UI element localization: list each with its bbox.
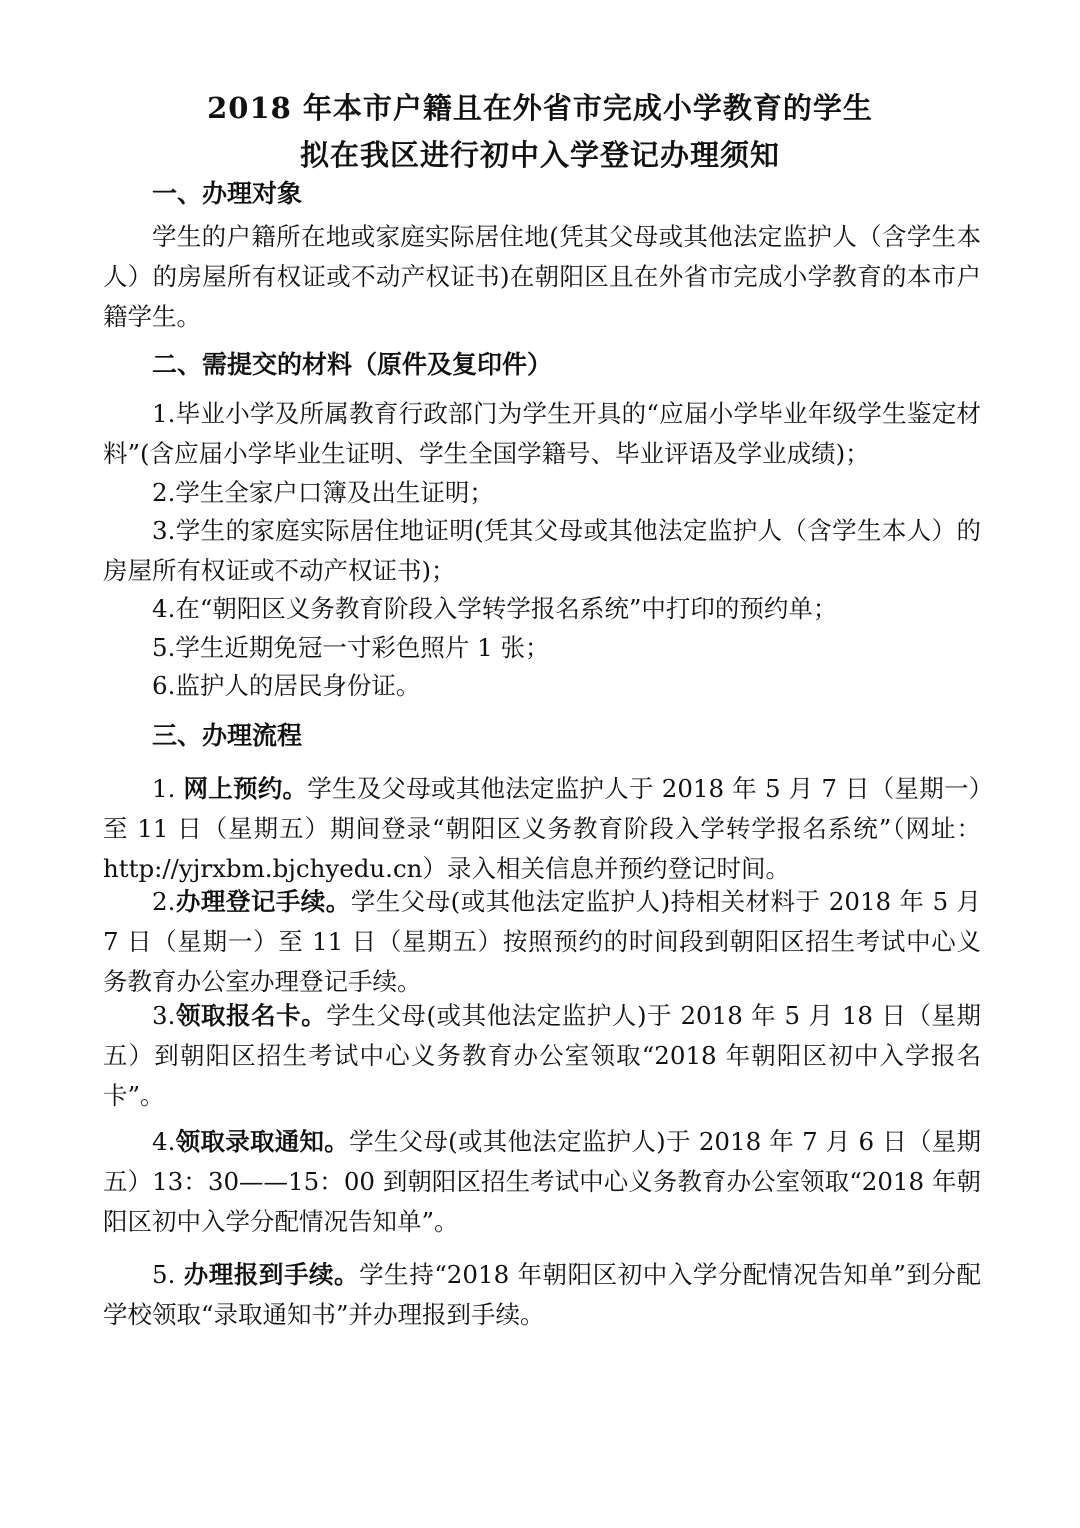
document-title-line1: 2018 年本市户籍且在外省市完成小学教育的学生 bbox=[207, 91, 873, 125]
section1-body bbox=[103, 217, 981, 337]
section1-paragraph: 学生的户籍所在地或家庭实际居住地(凭其父母或其他法定监护人（含学生本人）的房屋所有权证或不动产权证书)在朝阳区且在外省市完成小学教育的本市户籍学生。 bbox=[103, 222, 981, 331]
step-text: 学生父母(或其他法定监护人)于 2018 年 5 月 18 日（星期五）到朝阳区招生考试中心义务教育办公室领取“2018 年朝阳区初中入学报名卡”。 bbox=[103, 1001, 981, 1110]
step-text: 学生父母(或其他法定监护人)持相关材料于 2018 年 5 月 7 日（星期一）至 11 日（星期五）按照预约的时间段到朝阳区招生考试中心义务教育办公室办理登记手续。 bbox=[103, 887, 981, 996]
section3-step-3 bbox=[103, 996, 981, 1116]
step-title: 领取录取通知。 bbox=[175, 1127, 350, 1156]
section2-item-4 bbox=[103, 589, 981, 629]
list-item: 4.在“朝阳区义务教育阶段入学转学报名系统”中打印的预约单； bbox=[152, 594, 838, 623]
section2-item-2 bbox=[103, 473, 981, 513]
step-title: 办理报到手续。 bbox=[183, 1260, 360, 1289]
section3-step-1 bbox=[103, 769, 981, 889]
step-number: 2. bbox=[152, 887, 176, 916]
section1-heading: 一、办理对象 bbox=[152, 179, 303, 208]
section2-heading: 二、需提交的材料（原件及复印件） bbox=[152, 350, 553, 379]
document-title-line2: 拟在我区进行初中入学登记办理须知 bbox=[299, 138, 780, 172]
step-number: 5. bbox=[152, 1260, 176, 1289]
step-title: 网上预约。 bbox=[183, 774, 308, 803]
step-number: 4. bbox=[152, 1127, 176, 1156]
section2-item-3 bbox=[103, 511, 981, 591]
section3-step-5 bbox=[103, 1255, 981, 1335]
section3-step-2 bbox=[103, 882, 981, 1002]
list-item: 1.毕业小学及所属教育行政部门为学生开具的“应届小学毕业年级学生鉴定材料”(含应届小学毕业生证明、学生全国学籍号、毕业评语及学业成绩)； bbox=[103, 399, 981, 468]
section2-item-5 bbox=[103, 628, 981, 668]
section2-item-6 bbox=[103, 666, 981, 706]
list-item: 2.学生全家户口簿及出生证明； bbox=[152, 478, 494, 507]
step-number: 1. bbox=[152, 774, 176, 803]
step-title: 办理登记手续。 bbox=[175, 887, 351, 916]
list-item: 5.学生近期免冠一寸彩色照片 1 张； bbox=[152, 633, 550, 662]
section3-heading: 三、办理流程 bbox=[152, 721, 303, 750]
list-item: 6.监护人的居民身份证。 bbox=[152, 671, 421, 700]
section3-step-4 bbox=[103, 1122, 981, 1242]
step-title: 领取报名卡。 bbox=[175, 1001, 327, 1030]
section2-item-1 bbox=[103, 394, 981, 474]
step-text: 学生父母(或其他法定监护人)于 2018 年 7 月 6 日（星期五）13：30——15：00 到朝阳区招生考试中心义务教育办公室领取“2018 年朝阳区初中入学分配情况告知单”。 bbox=[103, 1127, 982, 1236]
step-number: 3. bbox=[152, 1001, 176, 1030]
step-text: 学生持“2018 年朝阳区初中入学分配情况告知单”到分配学校领取“录取通知书”并办理报到手续。 bbox=[103, 1260, 982, 1329]
step-text: 学生及父母或其他法定监护人于 2018 年 5 月 7 日（星期一）至 11 日（星期五）期间登录“朝阳区义务教育阶段入学转学报名系统”（网址：http://yjrxbm.bjchyedu.cn）录入相关信息并预约登记时间。 bbox=[103, 774, 981, 883]
list-item: 3.学生的家庭实际居住地证明(凭其父母或其他法定监护人（含学生本人）的房屋所有权证或不动产权证书)； bbox=[103, 516, 981, 585]
